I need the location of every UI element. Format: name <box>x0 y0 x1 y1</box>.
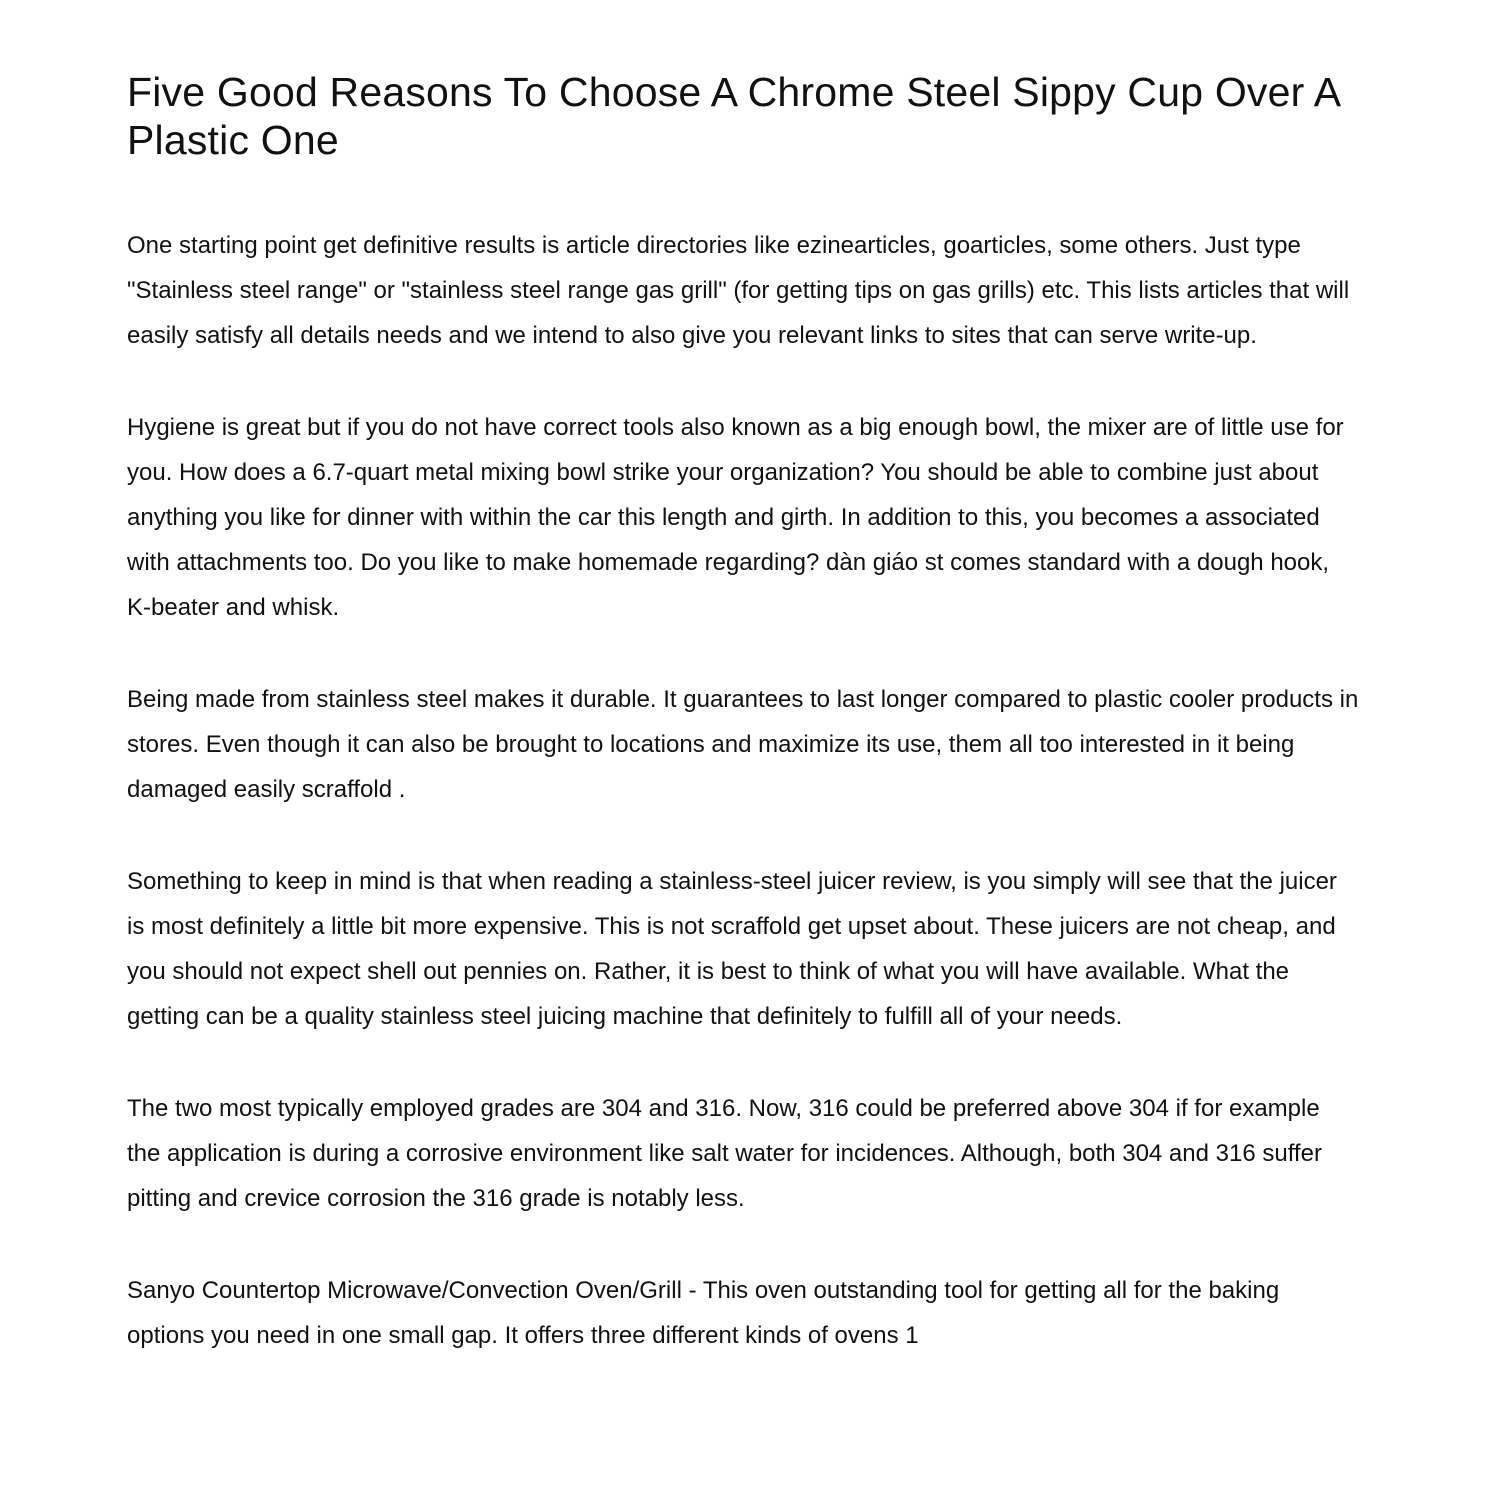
paragraph-5: The two most typically employed grades are 304 and 316. Now, 316 could be preferred above 304 if for example the application is during a corrosive environment like salt water for incidences. Although, both 304 and 316 suffer pitting and crevice corrosion the 316 grade is notably less. <box>127 1094 1322 1212</box>
paragraph-4: Something to keep in mind is that when reading a stainless-steel juicer review, is you simply will see that the juicer is most definitely a little bit more expensive. This is not scraffold get upset about. These juicers are not cheap, and you should not expect shell out pennies on. Rather, it is best to think of what you will have available. What the getting can be a quality stainless steel juicing machine that definitely to fulfill all of your needs. <box>127 867 1337 1030</box>
paragraph-1: One starting point get definitive results is article directories like ezinearticles, goarticles, some others. Just type "Stainless steel range" or "stainless steel range gas grill" (for getting tips on gas grills) etc. This lists articles that will easily satisfy all details needs and we intend to also give you relevant links to sites that can serve write-up. <box>127 231 1350 349</box>
paragraph-6: Sanyo Countertop Microwave/Convection Oven/Grill - This oven outstanding tool for getting all for the baking options you need in one small gap. It offers three different kinds of ovens 1 <box>127 1276 1280 1349</box>
paragraph-3: Being made from stainless steel makes it durable. It guarantees to last longer compared to plastic cooler products in stores. Even though it can also be brought to locations and maximize its use, them all too interested in it being damaged easily scraffold . <box>127 685 1359 803</box>
page-title: Five Good Reasons To Choose A Chrome Steel Sippy Cup Over A Plastic One <box>127 69 1340 164</box>
paragraph-2: Hygiene is great but if you do not have correct tools also known as a big enough bowl, the mixer are of little use for you. How does a 6.7-quart metal mixing bowl strike your organization? You should be able to combine just about anything you like for dinner with within the car this length and girth. In addition to this, you becomes a associated with attachments too. Do you like to make homemade regarding? dàn giáo st comes standard with a dough hook, K-beater and whisk. <box>127 413 1344 621</box>
